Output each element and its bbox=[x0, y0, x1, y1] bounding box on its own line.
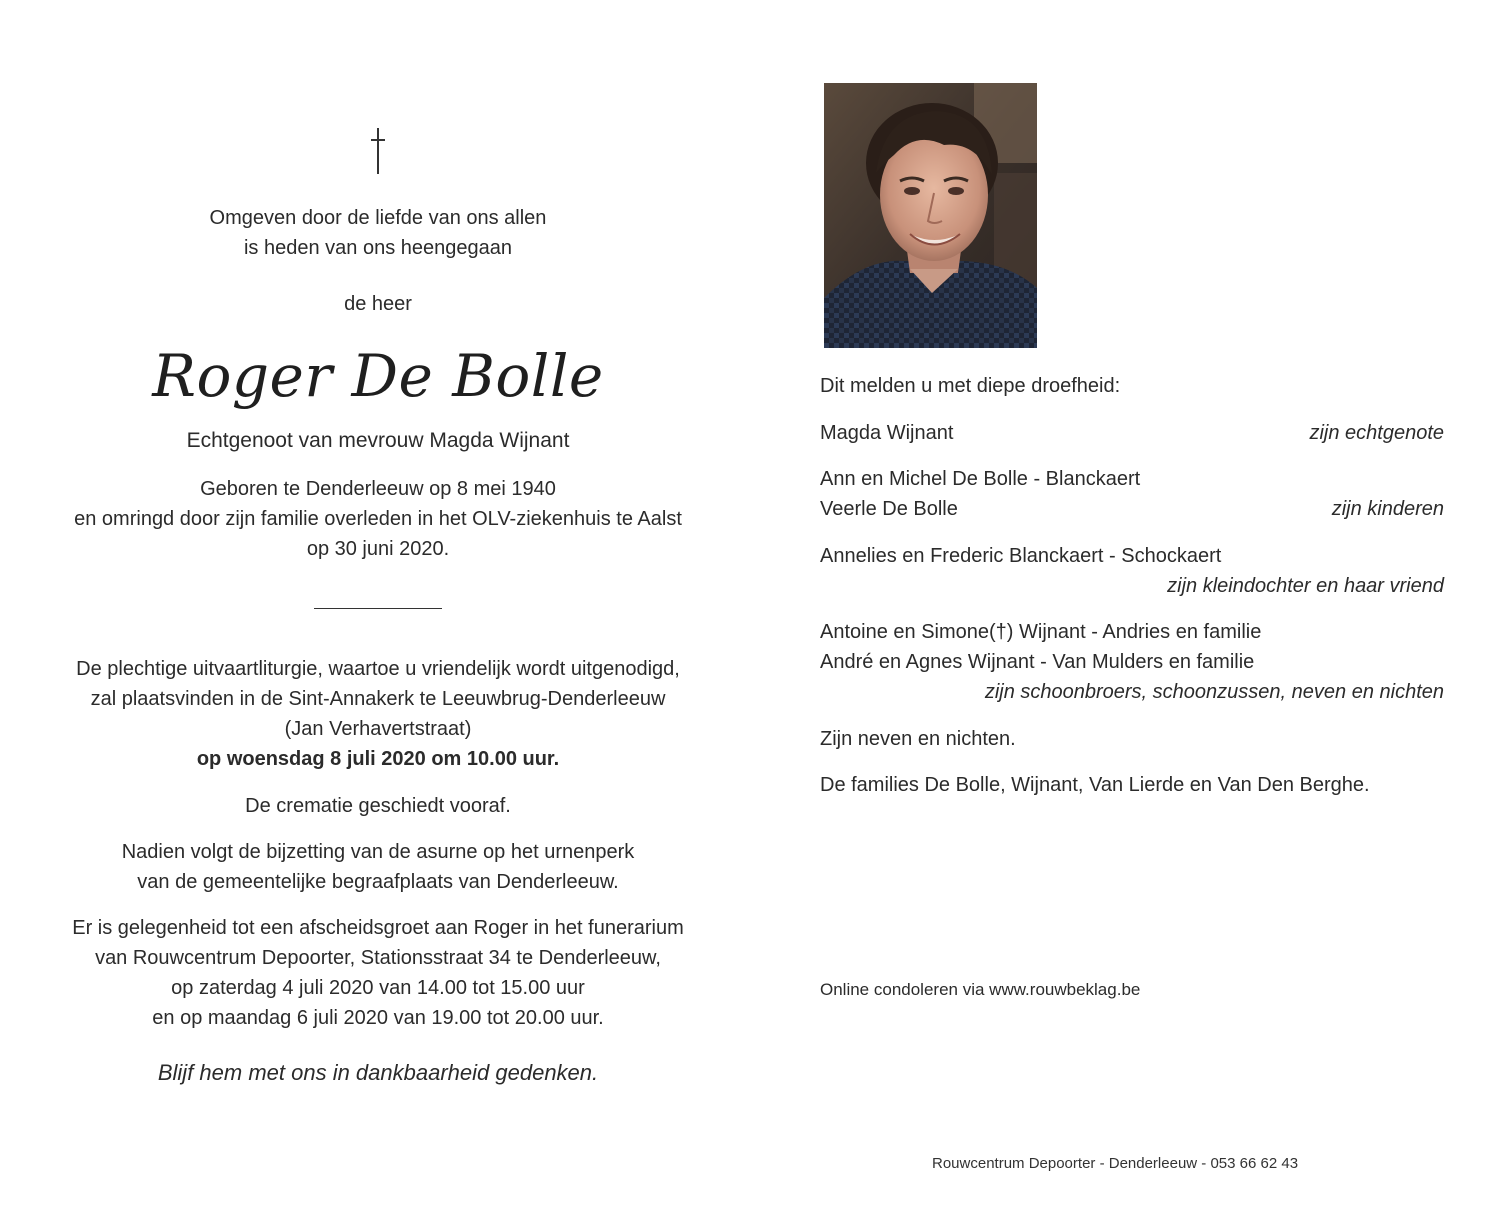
closing-text: Blijf hem met ons in dankbaarheid gedenken. bbox=[157, 1060, 599, 1085]
farewell-line-2: van Rouwcentrum Depoorter, Stationsstraat 34 te Denderleeuw, bbox=[95, 947, 661, 969]
family-relation: zijn kleindochter en haar vriend bbox=[1167, 575, 1444, 597]
born-line-3: op 30 juni 2020. bbox=[306, 538, 450, 560]
burial-line-2: van de gemeentelijke begraafplaats van Denderleeuw. bbox=[137, 871, 619, 893]
family-group bbox=[820, 541, 1444, 601]
family-group bbox=[820, 617, 1444, 707]
deceased-name: Roger De Bolle bbox=[152, 342, 604, 410]
online-condolence: Online condoleren via www.rouwbeklag.be bbox=[820, 980, 1141, 999]
portrait-photo bbox=[824, 83, 1037, 348]
family-group bbox=[820, 418, 1444, 448]
family-relation: zijn kinderen bbox=[1331, 498, 1444, 520]
cross-icon bbox=[371, 128, 385, 174]
ceremony-text bbox=[40, 654, 716, 774]
family-names: André en Agnes Wijnant - Van Mulders en familie bbox=[820, 651, 1255, 673]
farewell-line-1: Er is gelegenheid tot een afscheidsgroet aan Roger in het funerarium bbox=[72, 917, 684, 939]
intro-line-2: is heden van ons heengegaan bbox=[243, 237, 512, 259]
birth-death-text bbox=[40, 474, 716, 564]
family-names: Annelies en Frederic Blanckaert - Schockaert bbox=[820, 545, 1222, 567]
born-line-2: en omringd door zijn familie overleden in het OLV-ziekenhuis te Aalst bbox=[74, 508, 682, 530]
born-line-1: Geboren te Denderleeuw op 8 mei 1940 bbox=[200, 478, 556, 500]
family-group bbox=[820, 464, 1444, 524]
burial-text bbox=[40, 837, 716, 897]
family-group bbox=[820, 724, 1444, 754]
farewell-line-3: op zaterdag 4 juli 2020 van 14.00 tot 15.00 uur bbox=[171, 977, 585, 999]
intro-text bbox=[40, 203, 716, 263]
farewell-text bbox=[40, 913, 716, 1033]
family-group bbox=[820, 770, 1444, 800]
ceremony-date: op woensdag 8 juli 2020 om 10.00 uur. bbox=[196, 748, 560, 770]
divider bbox=[314, 608, 442, 609]
family-names: Ann en Michel De Bolle - Blanckaert bbox=[820, 468, 1141, 490]
announce-text: Dit melden u met diepe droefheid: bbox=[820, 375, 1121, 397]
intro-line-1: Omgeven door de liefde van ons allen bbox=[209, 207, 547, 229]
footer-undertaker: Rouwcentrum Depoorter - Denderleeuw - 053 66 62 43 bbox=[932, 1155, 1299, 1172]
cremation-text: De crematie geschiedt vooraf. bbox=[245, 795, 511, 817]
spouse-line: Echtgenoot van mevrouw Magda Wijnant bbox=[186, 429, 570, 452]
ceremony-line-3: (Jan Verhavertstraat) bbox=[284, 718, 472, 740]
title-prefix: de heer bbox=[344, 293, 412, 315]
burial-line-1: Nadien volgt de bijzetting van de asurne op het urnenperk bbox=[121, 841, 635, 863]
family-names: Antoine en Simone(†) Wijnant - Andries en familie bbox=[820, 621, 1262, 643]
family-names: Veerle De Bolle bbox=[820, 498, 958, 520]
family-names: Magda Wijnant bbox=[820, 422, 954, 444]
family-names: De families De Bolle, Wijnant, Van Lierde en Van Den Berghe. bbox=[820, 774, 1370, 796]
family-relation: zijn echtgenote bbox=[1309, 422, 1444, 444]
farewell-line-4: en op maandag 6 juli 2020 van 19.00 tot 20.00 uur. bbox=[152, 1007, 604, 1029]
ceremony-line-1: De plechtige uitvaartliturgie, waartoe u vriendelijk wordt uitgenodigd, bbox=[76, 658, 680, 680]
ceremony-line-2: zal plaatsvinden in de Sint-Annakerk te Leeuwbrug-Denderleeuw bbox=[90, 688, 666, 710]
family-names: Zijn neven en nichten. bbox=[820, 728, 1016, 750]
family-relation: zijn schoonbroers, schoonzussen, neven en nichten bbox=[984, 681, 1444, 703]
